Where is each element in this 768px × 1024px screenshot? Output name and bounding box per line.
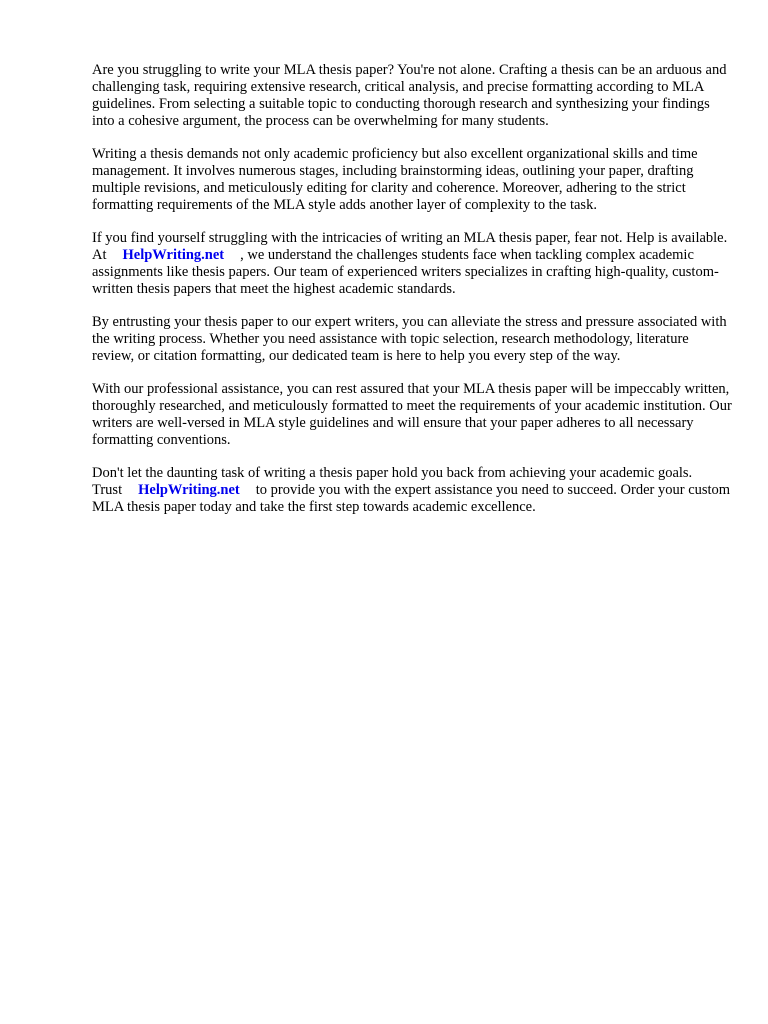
document-body xyxy=(92,62,732,532)
paragraph-cta-text-after: to provide you with the expert assistance you need to succeed. Order your custom MLA thesis paper today and take the first step towards academic excellence. xyxy=(92,482,731,515)
paragraph-thesis-demands: Writing a thesis demands not only academic proficiency but also excellent organizational skills and time management. It involves numerous stages, including brainstorming ideas, outlining your paper, drafting multiple revisions, and meticulously editing for clarity and coherence. Moreover, adhering to the strict formatting requirements of the MLA style adds another layer of complexity to the task. xyxy=(92,146,698,213)
paragraph-expert-writers: By entrusting your thesis paper to our expert writers, you can alleviate the stress and pressure associated with the writing process. Whether you need assistance with topic selection, research methodology, literature review, or citation formatting, our dedicated team is here to help you every step of the way. xyxy=(92,314,727,364)
paragraph-cta-text-before: Don't let the daunting task of writing a thesis paper hold you back from achieving your academic goals. Trust xyxy=(92,465,693,498)
paragraph-help-text-after: , we understand the challenges students face when tackling complex academic assignments like thesis papers. Our team of experienced writers specializes in crafting high-quality, custom-written thesis papers that meet the highest academic standards. xyxy=(92,247,719,297)
helpwriting-link[interactable]: HelpWriting.net xyxy=(122,247,225,263)
paragraph-professional-assistance: With our professional assistance, you can rest assured that your MLA thesis paper will be impeccably written, thoroughly researched, and meticulously formatted to meet the requirements of your academic institution. Our writers are well-versed in MLA style guidelines and will ensure that your paper adheres to all necessary formatting conventions. xyxy=(92,381,732,448)
helpwriting-link-cta[interactable]: HelpWriting.net xyxy=(138,482,240,498)
paragraph-help-available xyxy=(92,230,732,298)
paragraph-call-to-action xyxy=(92,465,732,516)
paragraph-help-text-before: If you find yourself struggling with the intricacies of writing an MLA thesis paper, fear not. Help is available. At xyxy=(92,230,728,263)
paragraph-intro: Are you struggling to write your MLA thesis paper? You're not alone. Crafting a thesis can be an arduous and challenging task, requiring extensive research, critical analysis, and precise formatting according to MLA guidelines. From selecting a suitable topic to conducting thorough research and synthesizing your findings into a cohesive argument, the process can be overwhelming for many students. xyxy=(92,62,727,129)
